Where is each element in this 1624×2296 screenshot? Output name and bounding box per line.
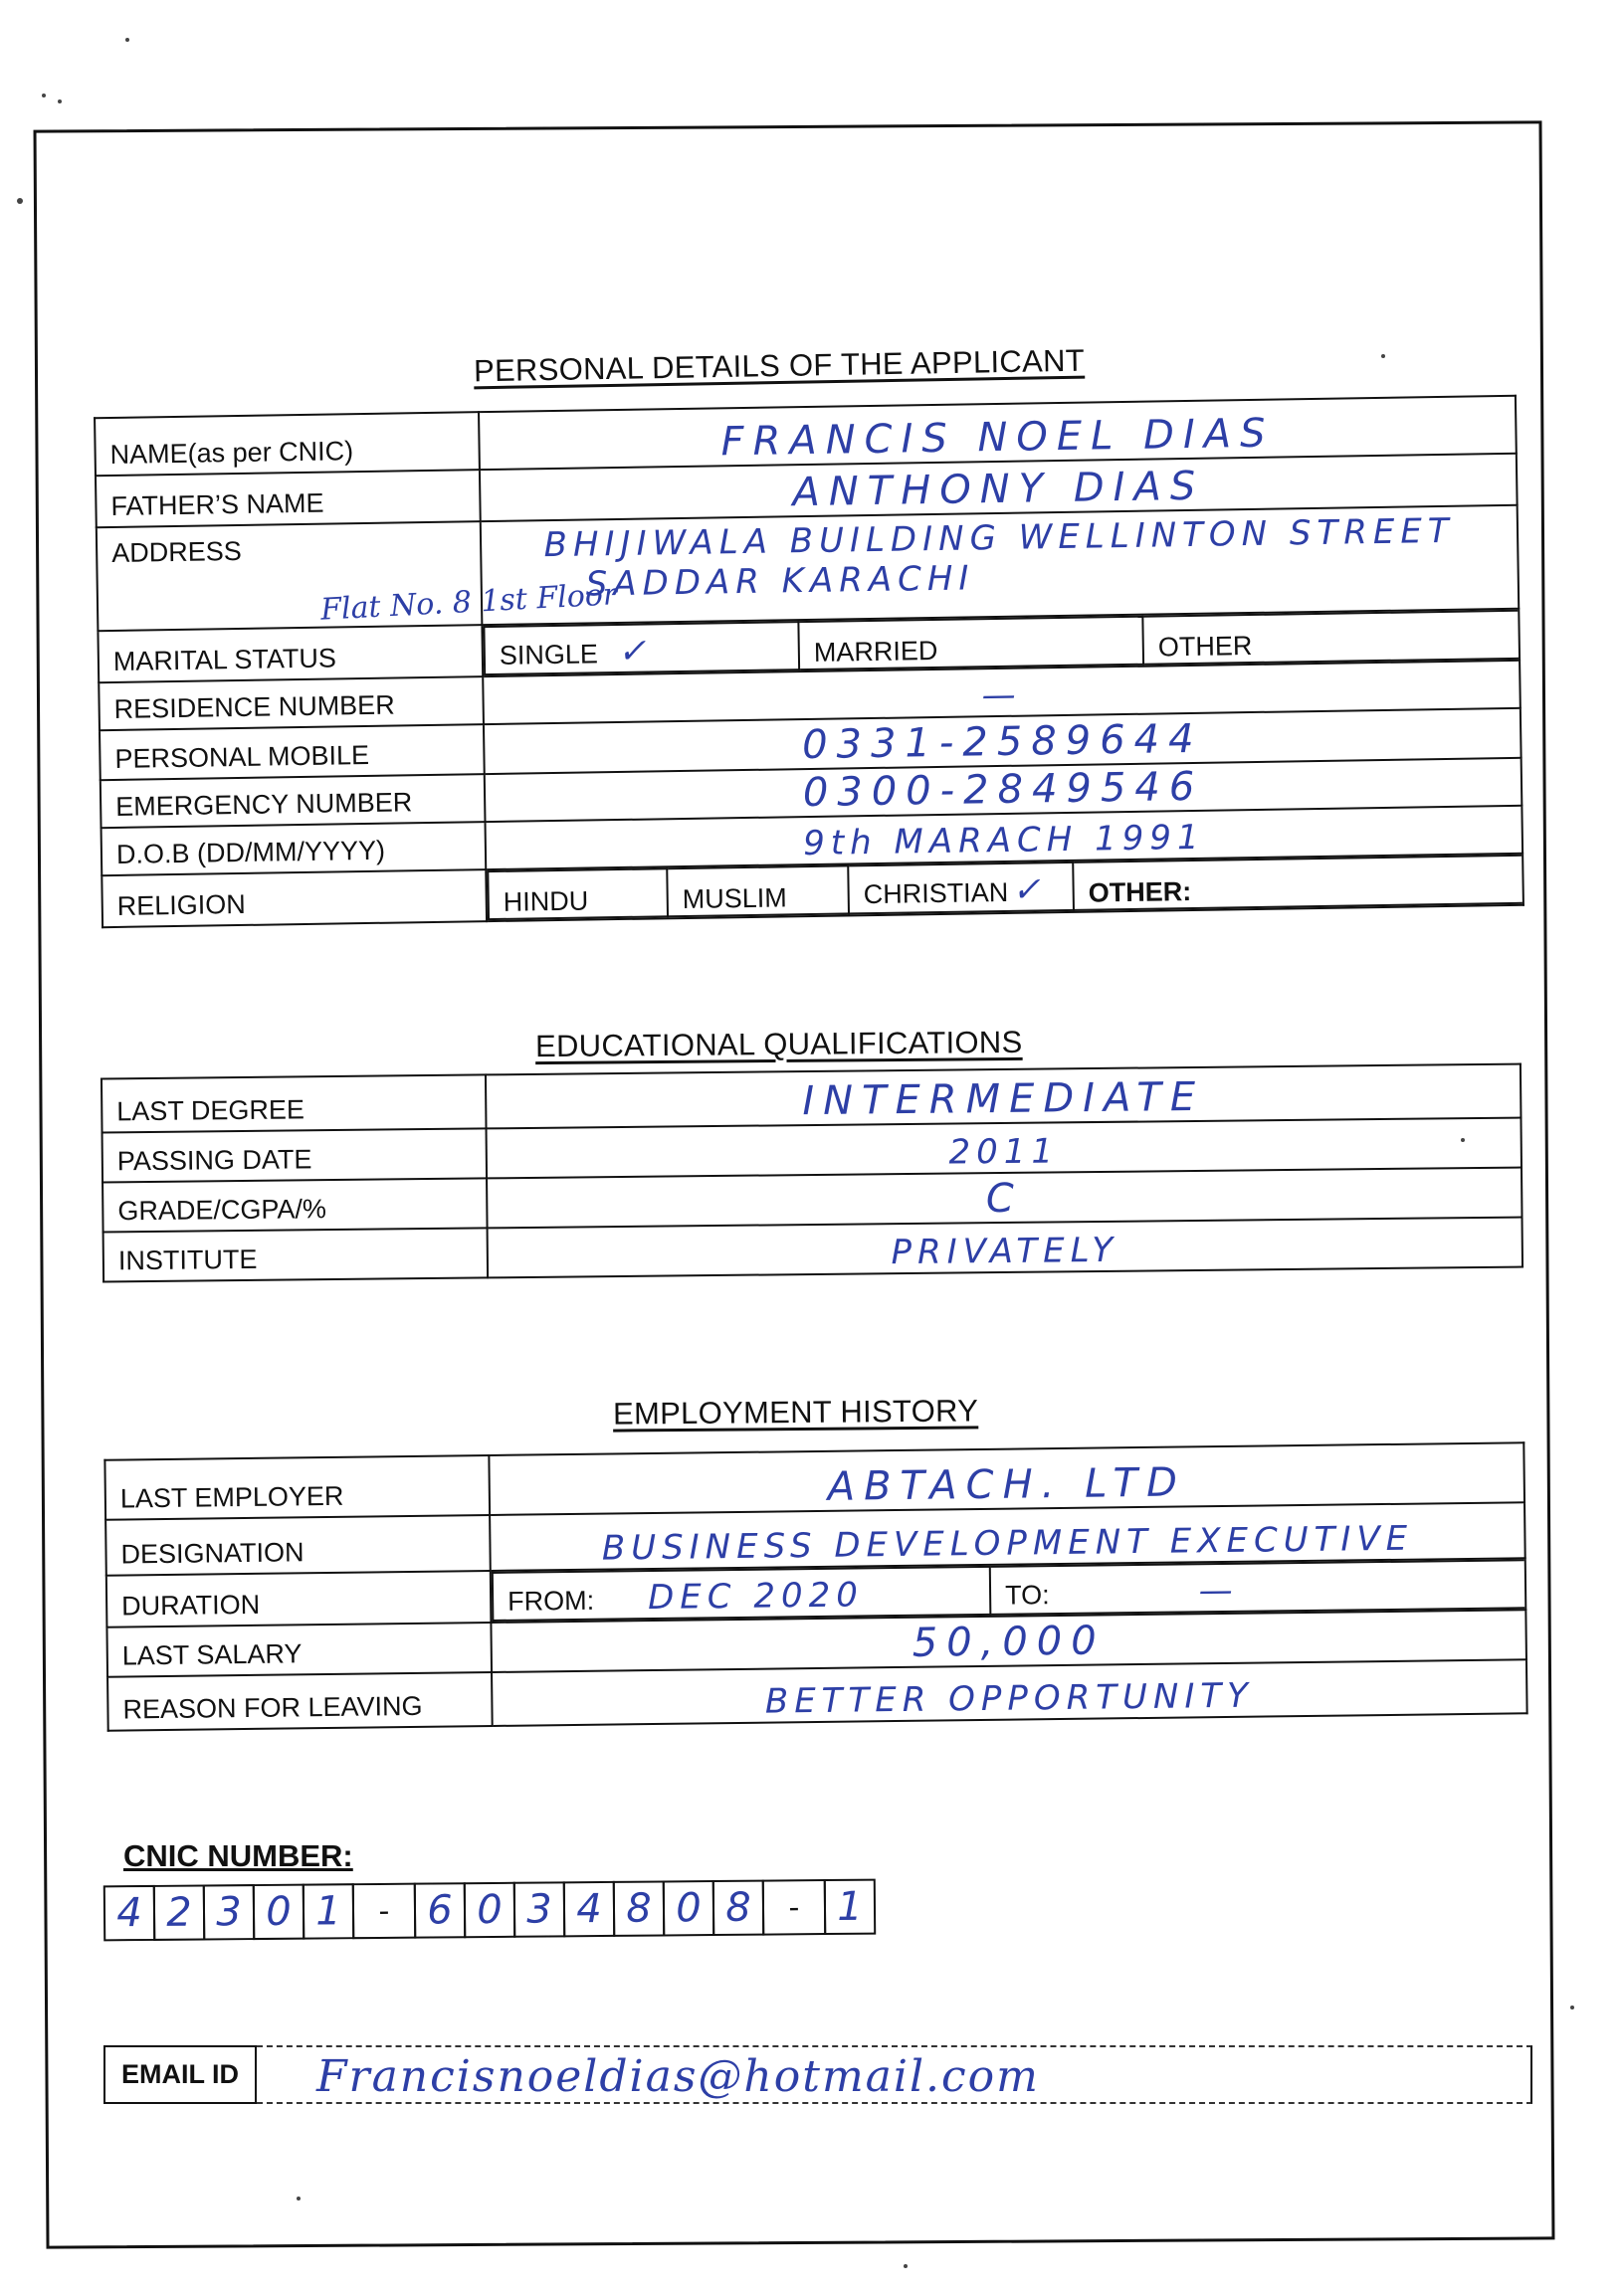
cnic-digit-box[interactable]: 0 [464, 1882, 515, 1938]
institute-field[interactable] [488, 1218, 1522, 1278]
name-label: NAME(as per CNIC) [95, 412, 480, 476]
single-label: SINGLE [499, 639, 599, 670]
marital-status-label: MARITAL STATUS [98, 625, 483, 682]
cnic-digit-box[interactable]: 4 [563, 1881, 615, 1937]
cnic-separator-box: - [352, 1883, 416, 1940]
reason-for-leaving-value: BETTER OPPORTUNITY [764, 1675, 1255, 1722]
cnic-digit-box[interactable]: 8 [712, 1880, 764, 1936]
address-line-1: BHIJIWALA BUILDING WELLINTON STREET [543, 510, 1455, 566]
dob-label: D.O.B (DD/MM/YYYY) [102, 822, 487, 875]
dob-value: 9th MARACH 1991 [802, 817, 1205, 864]
marital-option-married[interactable] [798, 617, 1143, 670]
religion-other-label: OTHER: [1088, 875, 1192, 908]
last-salary-label: LAST SALARY [106, 1623, 492, 1677]
cnic-digit-box[interactable]: 0 [253, 1884, 304, 1940]
religion-option-christian[interactable] [848, 862, 1074, 914]
religion-option-hindu[interactable] [488, 868, 668, 919]
marital-option-other[interactable] [1142, 611, 1519, 665]
religion-label: RELIGION [102, 869, 487, 927]
personal-details-table [94, 395, 1524, 928]
last-salary-value: 50,000 [912, 1618, 1106, 1666]
last-employer-value: ABTACH. LTD [827, 1459, 1187, 1510]
personal-details-title: PERSONAL DETAILS OF THE APPLICANT [473, 342, 1086, 389]
employment-title: EMPLOYMENT HISTORY [612, 1393, 979, 1432]
cnic-digit-box[interactable]: 6 [414, 1882, 466, 1938]
religion-option-muslim[interactable] [667, 865, 849, 916]
email-field[interactable] [257, 2045, 1532, 2104]
address-line-2: SADDAR KARACHI [585, 558, 975, 605]
from-value: DEC 2020 [647, 1575, 865, 1619]
other-label: OTHER [1157, 631, 1253, 663]
address-field[interactable] [481, 505, 1520, 625]
marital-option-single[interactable] [484, 622, 799, 674]
education-title: EDUCATIONAL QUALIFICATIONS [534, 1024, 1023, 1064]
to-value: — [1198, 1570, 1239, 1612]
emergency-number-value: 0300-2849546 [802, 763, 1204, 817]
cnic-separator-box: - [762, 1879, 826, 1936]
to-label: TO: [1004, 1580, 1050, 1611]
religion-option-other[interactable] [1073, 856, 1522, 910]
reason-for-leaving-field[interactable] [492, 1659, 1527, 1726]
muslim-label: MUSLIM [682, 882, 787, 915]
cnic-digit-box[interactable]: 1 [824, 1879, 876, 1935]
hindu-label: HINDU [503, 885, 589, 917]
residence-number-label: RESIDENCE NUMBER [99, 676, 484, 730]
christian-check-mark: ✓ [1011, 870, 1041, 909]
address-label: ADDRESS [97, 521, 483, 631]
christian-label: CHRISTIAN [863, 876, 1009, 910]
reason-for-leaving-label: REASON FOR LEAVING [107, 1672, 493, 1731]
institute-label: INSTITUTE [103, 1228, 489, 1281]
duration-to-cell[interactable] [990, 1560, 1525, 1615]
passing-date-value: 2011 [948, 1131, 1060, 1173]
cnic-digit-box[interactable]: 3 [513, 1881, 565, 1937]
institute-value: PRIVATELY [891, 1230, 1119, 1273]
cnic-digit-box[interactable]: 4 [103, 1885, 155, 1941]
father-name-value: ANTHONY DIAS [792, 463, 1205, 516]
single-check-mark: ✓ [617, 632, 647, 671]
from-label: FROM: [507, 1585, 595, 1617]
employment-table [103, 1441, 1527, 1731]
email-row [103, 2045, 1532, 2104]
name-value: FRANCIS NOEL DIAS [720, 410, 1275, 466]
designation-value: BUSINESS DEVELOPMENT EXECUTIVE [601, 1518, 1414, 1569]
cnic-digit-box[interactable]: 3 [203, 1884, 255, 1940]
cnic-number-label: CNIC NUMBER: [123, 1838, 353, 1873]
passing-date-label: PASSING DATE [102, 1128, 488, 1182]
last-degree-value: INTERMEDIATE [802, 1073, 1205, 1125]
father-name-label: FATHER’S NAME [96, 470, 481, 527]
address-margin-note: Flat No. 8 1st Floor [319, 577, 619, 628]
married-label: MARRIED [813, 635, 938, 668]
grade-label: GRADE/CGPA/% [102, 1178, 488, 1232]
emergency-number-label: EMERGENCY NUMBER [101, 774, 486, 828]
grade-value: C [985, 1175, 1023, 1223]
cnic-number-boxes [103, 1879, 874, 1942]
cnic-digit-box[interactable]: 2 [153, 1884, 205, 1940]
duration-label: DURATION [106, 1571, 492, 1627]
last-employer-label: LAST EMPLOYER [104, 1455, 490, 1520]
personal-mobile-value: 0331-2589644 [801, 715, 1203, 769]
designation-label: DESIGNATION [105, 1515, 491, 1576]
last-degree-label: LAST DEGREE [102, 1074, 487, 1132]
cnic-digit-box[interactable]: 1 [303, 1883, 354, 1939]
personal-mobile-label: PERSONAL MOBILE [100, 724, 485, 780]
email-value: Francisnoeldias@hotmail.com [316, 2051, 1040, 2102]
cnic-digit-box[interactable]: 8 [613, 1880, 665, 1936]
email-label: EMAIL ID [103, 2045, 257, 2104]
duration-from-cell[interactable] [493, 1567, 991, 1621]
education-table [101, 1063, 1523, 1283]
cnic-digit-box[interactable]: 0 [663, 1880, 714, 1936]
residence-number-value: — [981, 674, 1022, 716]
